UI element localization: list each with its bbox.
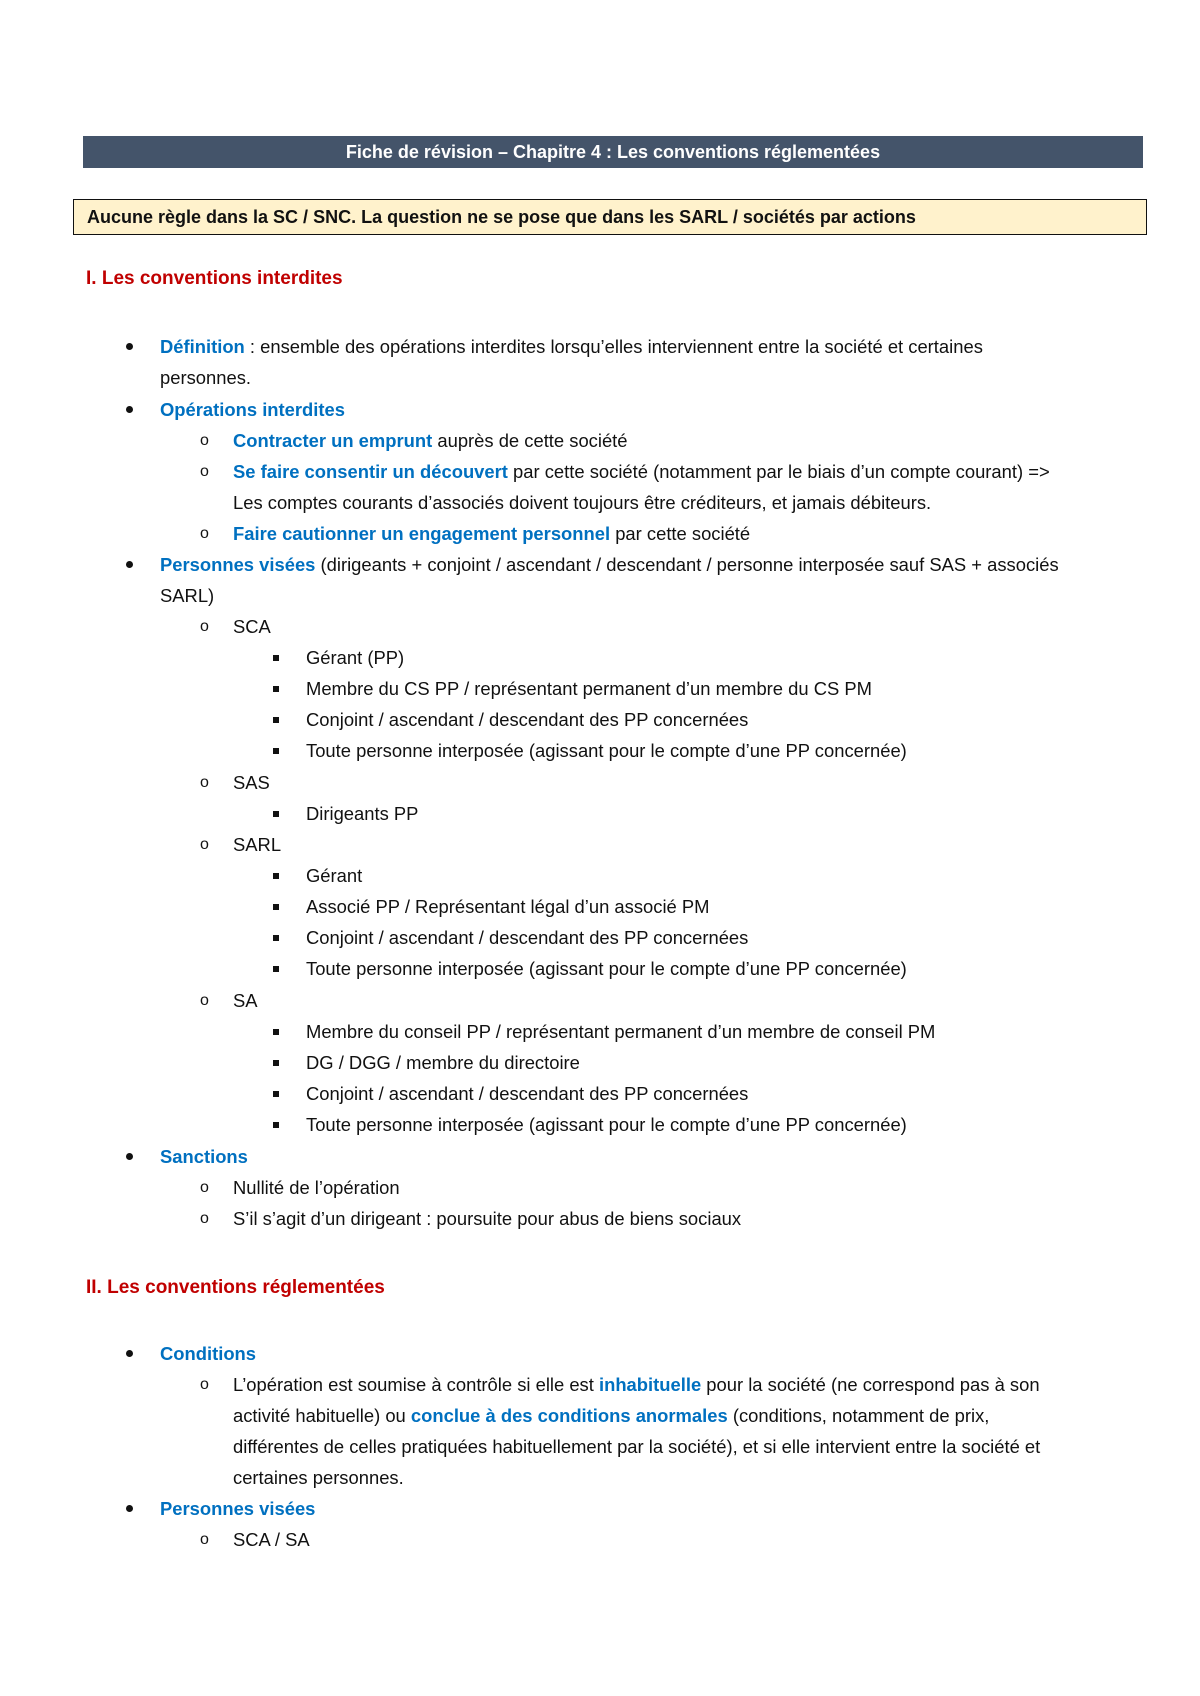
list-item: Toute personne interposée (agissant pour le compte d’une PP concernée) (306, 958, 907, 979)
condition-line-1 (233, 1369, 1040, 1400)
operation-3-text: par cette société (610, 523, 751, 544)
square-bullet (273, 686, 279, 692)
square-bullet (273, 1122, 279, 1128)
list-item: Conjoint / ascendant / descendant des PP concernées (306, 709, 749, 730)
square-bullet (273, 873, 279, 879)
persons-text-cont: SARL) (160, 585, 215, 606)
list-item: Conjoint / ascendant / descendant des PP concernées (306, 927, 749, 948)
definition-text-cont: personnes. (160, 367, 251, 388)
definition-label: Définition (160, 336, 245, 357)
sub-bullet-marker: o (200, 836, 209, 853)
operation-item-2 (233, 456, 1050, 487)
square-bullet (273, 655, 279, 661)
square-bullet (273, 748, 279, 754)
section-2-heading: II. Les conventions réglementées (86, 1277, 385, 1298)
note-box: Aucune règle dans la SC / SNC. La question ne se pose que dans les SARL / sociétés par actions (73, 199, 1147, 235)
page-title: Fiche de révision – Chapitre 4 : Les conventions réglementées (83, 136, 1143, 168)
sub-bullet-marker: o (200, 1531, 209, 1548)
sanction-item-2: S’il s’agit d’un dirigeant : poursuite pour abus de biens sociaux (233, 1208, 742, 1229)
persons-label-2: Personnes visées (160, 1498, 316, 1519)
sub-bullet-marker: o (200, 1210, 209, 1227)
bullet-dot (126, 1153, 133, 1160)
list-item: Dirigeants PP (306, 803, 419, 824)
list-item: Associé PP / Représentant légal d’un associé PM (306, 896, 710, 917)
section-1-heading: I. Les conventions interdites (86, 268, 343, 289)
condition-line-4: certaines personnes. (233, 1467, 404, 1488)
condition-line-3: différentes de celles pratiquées habituellement par la société), et si elle intervient entre la société et (233, 1436, 1041, 1457)
list-item: Toute personne interposée (agissant pour le compte d’une PP concernée) (306, 740, 907, 761)
operation-1-text: auprès de cette société (432, 430, 628, 451)
list-item: Gérant (306, 865, 363, 886)
condition-keyword-anormales: conclue à des conditions anormales (410, 1405, 728, 1426)
sub-bullet-marker: o (200, 992, 209, 1009)
company-type-sas: SAS (233, 772, 270, 793)
company-type-sa: SA (233, 990, 258, 1011)
bullet-dot (126, 561, 133, 568)
bullet-dot (126, 343, 133, 350)
company-type-sca-sa: SCA / SA (233, 1529, 310, 1550)
sub-bullet-marker: o (200, 1179, 209, 1196)
square-bullet (273, 1060, 279, 1066)
square-bullet (273, 966, 279, 972)
square-bullet (273, 935, 279, 941)
persons-label: Personnes visées (160, 554, 316, 575)
list-item: Conjoint / ascendant / descendant des PP concernées (306, 1083, 749, 1104)
list-item: Membre du conseil PP / représentant permanent d’un membre de conseil PM (306, 1021, 936, 1042)
condition-text: activité habituelle) ou (233, 1405, 411, 1426)
conditions-label: Conditions (160, 1343, 257, 1364)
operation-2-text-cont: Les comptes courants d’associés doivent toujours être créditeurs, et jamais débiteurs. (233, 492, 932, 513)
square-bullet (273, 811, 279, 817)
condition-line-2 (233, 1400, 989, 1431)
operation-item-1 (233, 425, 628, 456)
definition-text: : ensemble des opérations interdites lorsqu’elles interviennent entre la société et certaines (244, 336, 983, 357)
sub-bullet-marker: o (200, 774, 209, 791)
sub-bullet-marker: o (200, 432, 209, 449)
bullet-dot (126, 406, 133, 413)
condition-text: L’opération est soumise à contrôle si elle est (233, 1374, 599, 1395)
persons-line (160, 549, 1059, 580)
bullet-dot (126, 1350, 133, 1357)
persons-text: (dirigeants + conjoint / ascendant / descendant / personne interposée sauf SAS + associés (315, 554, 1059, 575)
company-type-sca: SCA (233, 616, 271, 637)
sub-bullet-marker: o (200, 618, 209, 635)
sanction-item-1: Nullité de l’opération (233, 1177, 400, 1198)
square-bullet (273, 1029, 279, 1035)
condition-text: pour la société (ne correspond pas à son (701, 1374, 1040, 1395)
operation-3-label: Faire cautionner un engagement personnel (233, 523, 611, 544)
operation-item-3 (233, 518, 750, 549)
list-item: Gérant (PP) (306, 647, 405, 668)
condition-keyword-inhabituelle: inhabituelle (598, 1374, 702, 1395)
sub-bullet-marker: o (200, 525, 209, 542)
operations-label: Opérations interdites (160, 399, 345, 420)
company-type-sarl: SARL (233, 834, 282, 855)
definition-line (160, 331, 983, 362)
square-bullet (273, 904, 279, 910)
condition-text: (conditions, notamment de prix, (727, 1405, 990, 1426)
square-bullet (273, 1091, 279, 1097)
operation-1-label: Contracter un emprunt (233, 430, 433, 451)
bullet-dot (126, 1505, 133, 1512)
operation-2-label: Se faire consentir un découvert (233, 461, 508, 482)
sub-bullet-marker: o (200, 1376, 209, 1393)
operation-2-text: par cette société (notamment par le biais d’un compte courant) => (507, 461, 1050, 482)
list-item: Toute personne interposée (agissant pour le compte d’une PP concernée) (306, 1114, 907, 1135)
sub-bullet-marker: o (200, 463, 209, 480)
sanctions-label: Sanctions (160, 1146, 248, 1167)
square-bullet (273, 717, 279, 723)
list-item: Membre du CS PP / représentant permanent d’un membre du CS PM (306, 678, 872, 699)
list-item: DG / DGG / membre du directoire (306, 1052, 580, 1073)
